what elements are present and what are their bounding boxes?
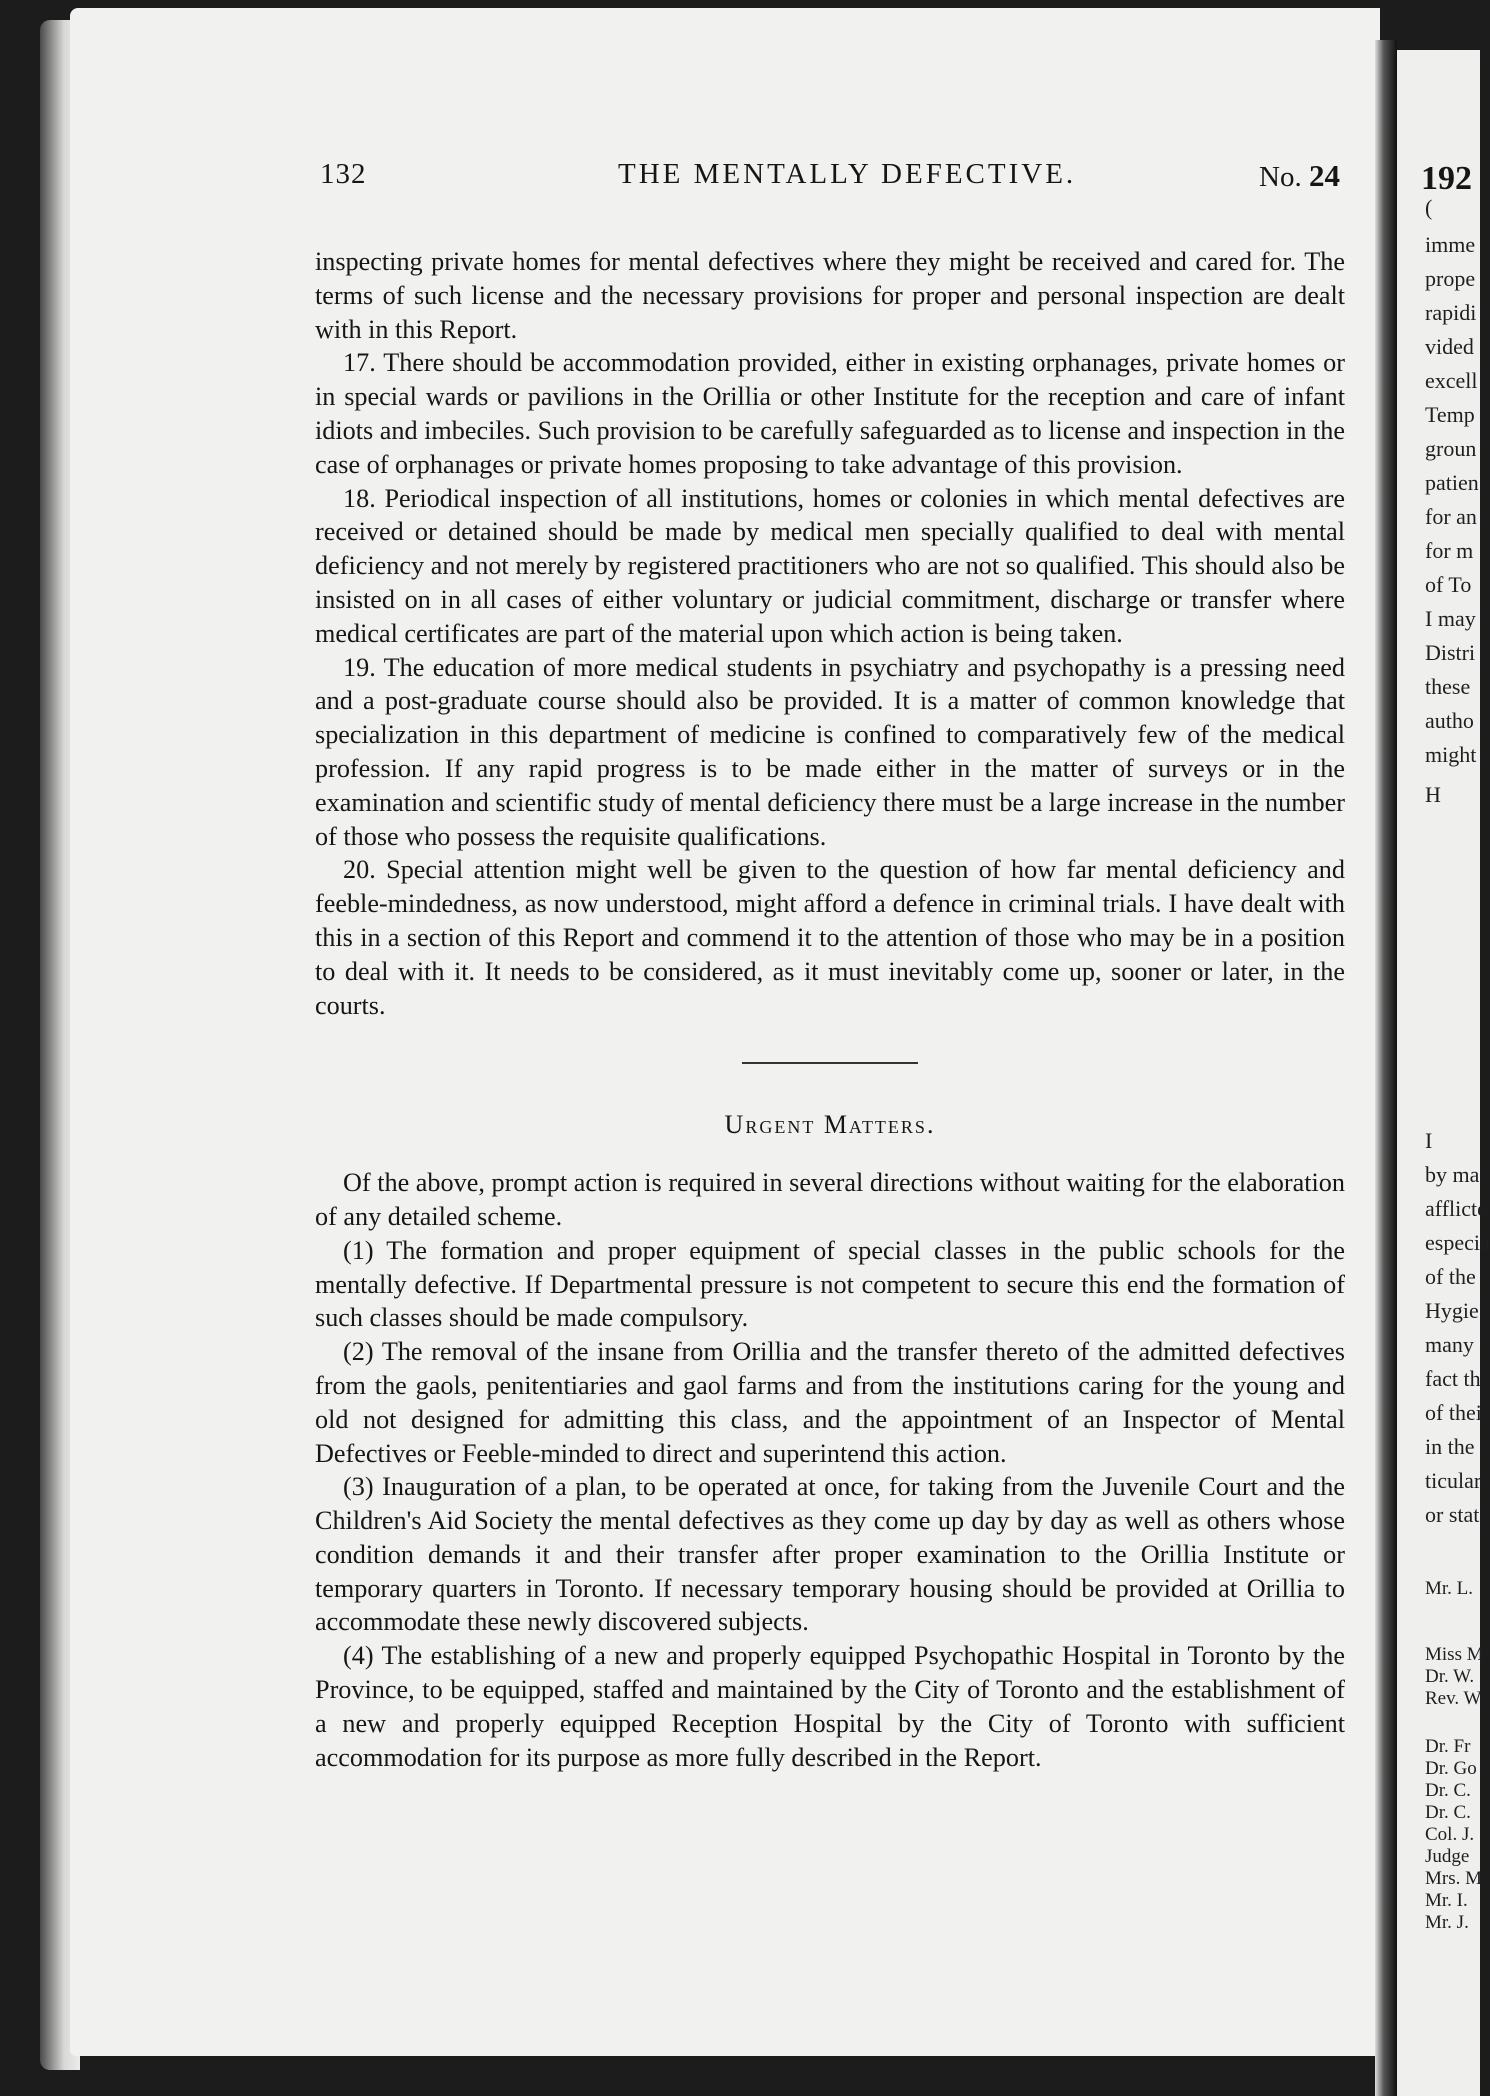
facing-page-line: I may	[1425, 606, 1476, 631]
facing-page-line: Dr. C.	[1425, 1780, 1471, 1801]
facing-page-line: groun	[1425, 436, 1477, 461]
paragraph-continuation: inspecting private homes for mental defectives where they might be received and cared for. The terms of such license and the necessary provisions for proper and personal inspection are dealt with in this Report.	[315, 247, 1345, 344]
paragraph-19: 19. The education of more medical students in psychiatry and psychopathy is a pressing need and a post-graduate course should also be provided. It is a matter of common knowledge that specialization in this department of medicine is confined to comparatively few of the medical profession. If any rapid progress is to be made either in the matter of surveys or in the examination and scientific study of mental deficiency there must be a large increase in the number of those who possess the requisite qualifications.	[315, 652, 1345, 851]
report-number-value: 24	[1309, 158, 1340, 193]
report-number-label: No.	[1259, 161, 1302, 193]
facing-page-line: (	[1425, 195, 1433, 220]
facing-page-header: 192	[1421, 160, 1472, 197]
facing-page-line: I	[1425, 1128, 1433, 1153]
facing-page-line: Dr. Fr	[1425, 1736, 1471, 1757]
facing-page-line: Mr. I.	[1425, 1890, 1468, 1911]
facing-page-line: in the	[1425, 1434, 1475, 1459]
paragraph-20: 20. Special attention might well be given to the question of how far mental deficiency and feeble-mindedness, as now understood, might afford a defence in criminal trials. I have dealt with this in a section of this Report and commend it to the attention of those who may be in a position to deal with it. It needs to be considered, as it must inevitably come up, sooner or later, in the courts.	[315, 855, 1345, 1020]
facing-page-line: Col. J.	[1425, 1824, 1475, 1845]
facing-page-line: of thei	[1425, 1400, 1482, 1425]
running-head	[320, 158, 1340, 202]
facing-page-line: many	[1425, 1332, 1474, 1357]
urgent-item-2: (2) The removal of the insane from Orillia and the transfer thereto of the admitted defectives from the gaols, penitentiaries and gaol farms and from the institutions caring for the young and old not designed for admitting this class, and the appointment of an Inspector of Mental Defectives or Feeble-minded to direct and superintend this action.	[315, 1337, 1345, 1468]
paragraph-18: 18. Periodical inspection of all institutions, homes or colonies in which mental defectives are received or detained should be made by medical men specially qualified to deal with mental deficiency and not merely by registered practitioners who are not so qualified. This should also be insisted on in all cases of either voluntary or judicial commitment, discharge or transfer where medical certificates are part of the material upon which action is being taken.	[315, 483, 1345, 648]
facing-page-line: of To	[1425, 572, 1472, 597]
facing-page-line: might	[1425, 742, 1477, 767]
facing-page-line: Miss M	[1425, 1644, 1484, 1665]
section-heading-urgent-matters: Urgent Matters.	[724, 1110, 936, 1140]
urgent-item-1: (1) The formation and proper equipment of special classes in the public schools for the mentally defective. If Departmental pressure is not competent to secure this end the formation of such classes should be made compulsory.	[315, 1235, 1345, 1333]
facing-page-line: rapidi	[1425, 300, 1477, 325]
facing-page-line: ticular	[1425, 1468, 1482, 1493]
urgent-item-3: (3) Inauguration of a plan, to be operated at once, for taking from the Juvenile Court and the Children's Aid Society the mental defectives as they come up day by day as well as others whose condition demands it and their transfer after proper examination to the Orillia Institute or temporary quarters in Toronto. If necessary temporary housing should be provided at Orillia to accommodate these newly discovered subjects.	[315, 1472, 1345, 1637]
facing-page-line: imme	[1425, 232, 1476, 257]
facing-page-line: Mr. L.	[1425, 1578, 1474, 1599]
facing-page-line: Mrs. M	[1425, 1868, 1483, 1889]
facing-page-line: excell	[1425, 368, 1478, 393]
page-body	[315, 245, 1345, 1774]
urgent-item-4: (4) The establishing of a new and properly equipped Psychopathic Hospital in Toronto by the Province, to be equipped, staffed and maintained by the City of Toronto and the establishment of a new and properly equipped Reception Hospital by the City of Toronto with sufficient accommodation for its purpose as more fully described in the Report.	[315, 1641, 1345, 1772]
facing-page-line: Judge	[1425, 1846, 1470, 1867]
facing-page-line: Dr. W.	[1425, 1666, 1475, 1687]
facing-page-line: of the	[1425, 1264, 1476, 1289]
facing-page-line: especia	[1425, 1230, 1490, 1255]
facing-page-line: Rev. W	[1425, 1688, 1482, 1709]
facing-page-line: autho	[1425, 708, 1474, 733]
facing-page-line: for an	[1425, 504, 1477, 529]
facing-page-line: patien	[1425, 470, 1479, 495]
facing-page-line: afflicte	[1425, 1196, 1487, 1221]
facing-page-line: Dr. C.	[1425, 1802, 1471, 1823]
facing-page-line: prope	[1425, 266, 1476, 291]
book-gutter	[1375, 40, 1397, 2096]
section-divider	[742, 1062, 918, 1064]
facing-page-line: Mr. J.	[1425, 1912, 1469, 1933]
facing-page-line: by ma	[1425, 1162, 1480, 1187]
facing-page-line: or stat	[1425, 1502, 1480, 1527]
facing-page-line: Dr. Go	[1425, 1758, 1477, 1779]
facing-page-line: fact th	[1425, 1366, 1481, 1391]
facing-page-line: H	[1425, 782, 1441, 807]
facing-page-line: vided	[1425, 334, 1474, 359]
facing-page-fragment	[1397, 50, 1490, 2096]
facing-page-line: Hygie	[1425, 1298, 1479, 1323]
facing-page-line: these	[1425, 674, 1471, 699]
facing-page-line: Temp	[1425, 402, 1475, 427]
urgent-intro: Of the above, prompt action is required in several directions without waiting for the elaboration of any detailed scheme.	[315, 1168, 1345, 1231]
paragraph-17: 17. There should be accommodation provided, either in existing orphanages, private homes or in special wards or pavilions in the Orillia or other Institute for the reception and care of infant idiots and imbeciles. Such provision to be carefully safeguarded as to license and inspection in the case of orphanages or private homes proposing to take advantage of this provision.	[315, 348, 1345, 479]
running-title: THE MENTALLY DEFECTIVE.	[618, 158, 1077, 190]
facing-page-line: for m	[1425, 538, 1474, 563]
report-number	[1259, 158, 1340, 194]
page-number: 132	[320, 158, 367, 190]
facing-page-line: Distri	[1425, 640, 1476, 665]
